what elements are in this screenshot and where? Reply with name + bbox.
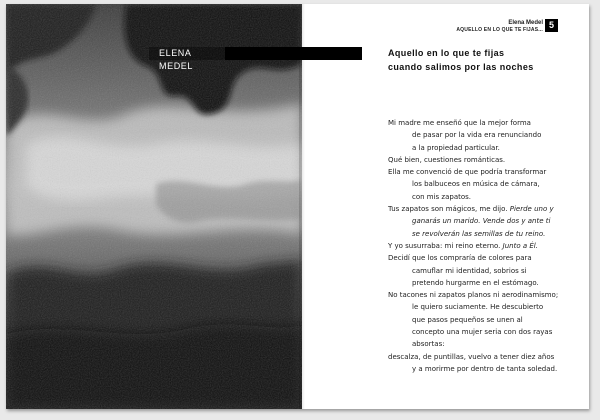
- poem-line: [388, 166, 583, 178]
- poem-line-text: los balbuceos en música de cámara,: [412, 180, 540, 189]
- poem-line: [388, 289, 583, 301]
- poem-line: [388, 252, 583, 264]
- poem-line-text: le quiero suciamente. He descubierto: [412, 303, 544, 312]
- poem-line-text: No tacones ni zapatos planos ni aerodinamismo;: [388, 291, 559, 300]
- poem-title-line-1: Aquello en lo que te fijas: [388, 48, 505, 58]
- poem-line-italic: ganarás un marido. Vende dos y ante ti: [412, 217, 551, 226]
- poem-line-text: y a morirme por dentro de tanta soledad.: [412, 364, 558, 373]
- left-page-artwork: [6, 4, 302, 409]
- page-number: 5: [545, 19, 558, 32]
- banner-black-strip: [225, 47, 362, 60]
- poem-line-italic: se revolverán las semillas de tu reino.: [412, 229, 546, 238]
- poem-title-line-2: cuando salimos por las noches: [388, 62, 534, 72]
- poem-line-text: con mis zapatos.: [412, 192, 472, 201]
- poem-line: [388, 351, 583, 363]
- poem-line: [388, 240, 583, 252]
- author-banner: [149, 47, 362, 71]
- poem-line-text: concepto una mujer seria con dos rayas: [412, 328, 553, 337]
- poem-line-text: pretendo hurgarme en el estómago.: [412, 278, 539, 287]
- poem-line: [388, 228, 583, 240]
- ink-wash-image: [6, 4, 302, 409]
- poem-line-text: de pasar por la vida era renunciando: [412, 131, 542, 140]
- poem-title: [388, 46, 534, 74]
- author-label: ELENA MEDEL: [149, 47, 225, 60]
- poem-line: [388, 117, 583, 129]
- poem-line: [388, 129, 583, 141]
- poem-line-text: Y yo susurraba: mi reino eterno.: [388, 241, 501, 250]
- right-page: [302, 4, 589, 409]
- poem-line-text: que pasos pequeños se unen al: [412, 315, 523, 324]
- poem-line: [388, 326, 583, 338]
- poem-line: [388, 178, 583, 190]
- poem-line: [388, 314, 583, 326]
- poem-line: [388, 301, 583, 313]
- poem-line-text: Tus zapatos son mágicos, me dijo.: [388, 205, 508, 214]
- running-header: [456, 20, 543, 34]
- poem-line: [388, 265, 583, 277]
- poem-line-text: Qué bien, cuestiones románticas.: [388, 155, 506, 164]
- poem-line: [388, 203, 583, 215]
- poem-line: [388, 338, 583, 350]
- poem-line-text: a la propiedad particular.: [412, 143, 500, 152]
- poem-line: [388, 154, 583, 166]
- header-author: Elena Medel: [508, 20, 543, 26]
- poem-line: [388, 142, 583, 154]
- poem-line-text: Ella me convenció de que podría transformar: [388, 168, 547, 177]
- poem-line: [388, 277, 583, 289]
- poem-line-text: absortas:: [412, 340, 445, 349]
- book-gutter-shadow: [299, 4, 305, 409]
- poem-line: [388, 215, 583, 227]
- poem-body: [388, 117, 583, 375]
- poem-line: [388, 191, 583, 203]
- poem-line-text: descalza, de puntillas, vuelvo a tener diez años: [388, 352, 555, 361]
- poem-line-text: camuflar mi identidad, sobrios si: [412, 266, 527, 275]
- header-title: AQUELLO EN LO QUE TE FIJAS...: [456, 27, 543, 33]
- poem-line-italic: Junto a Él.: [502, 241, 538, 250]
- poem-line-italic: Pierde uno y: [509, 205, 554, 214]
- poem-line-text: Mi madre me enseñó que la mejor forma: [388, 119, 531, 127]
- poem-line-text: Decidí que los compraría de colores para: [388, 254, 532, 263]
- poem-line: [388, 363, 583, 375]
- book-spread: [6, 4, 589, 409]
